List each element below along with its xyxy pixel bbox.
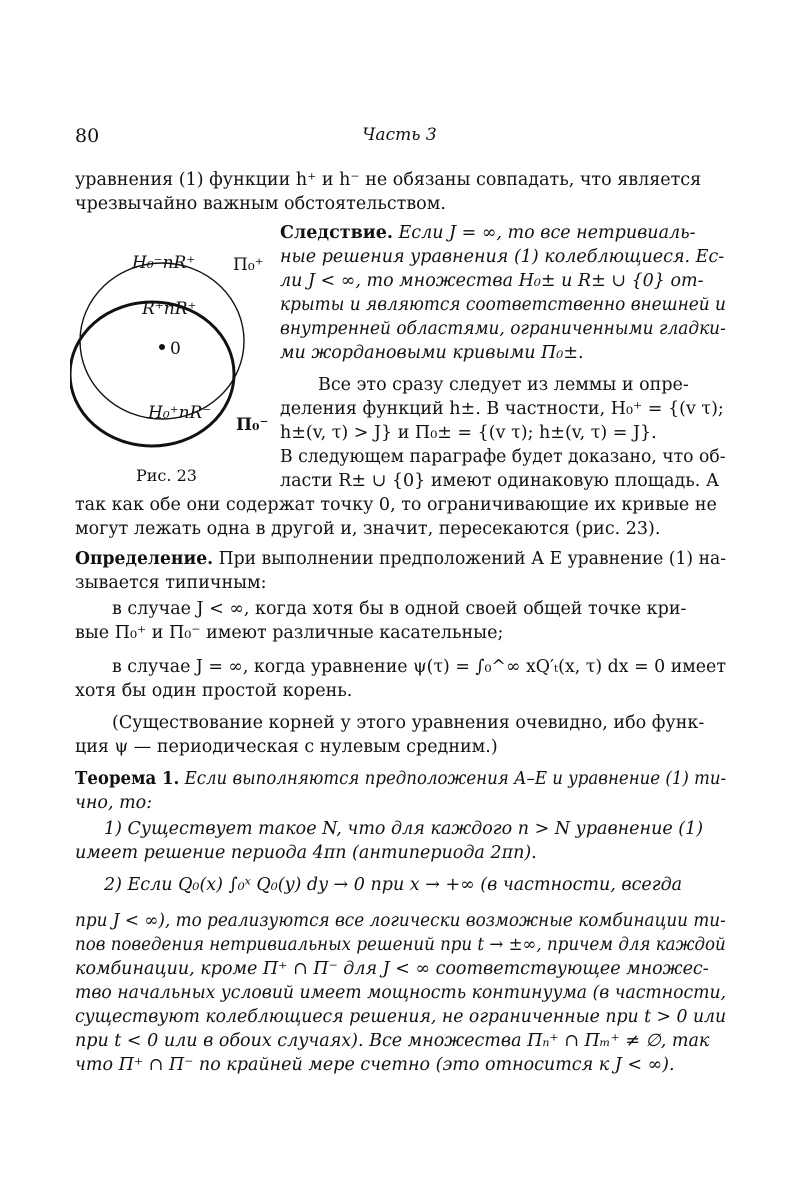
text-line: могут лежать одна в другой и, значит, пересекаются (рис. 23). bbox=[75, 519, 661, 539]
text-line: так как обе они содержат точку 0, то ограничивающие их кривые не bbox=[75, 495, 717, 515]
corollary-heading: Следствие. bbox=[280, 223, 393, 243]
text-line: при J < ∞), то реализуются все логически возможные комбинации ти- bbox=[75, 911, 726, 931]
text-line: уравнения (1) функции h⁺ и h⁻ не обязаны совпадать, что является bbox=[75, 170, 702, 190]
label-pi-plus: Π₀⁺ bbox=[233, 255, 264, 275]
theorem-text: Если выполняются предположения А–Е и уравнение (1) ти- bbox=[179, 769, 727, 789]
text-line: в случае J = ∞, когда уравнение ψ(τ) = ∫₀^∞ xQ′ₜ(x, τ) dx = 0 имеет bbox=[112, 657, 726, 677]
definition-text: При выполнении предположений А Е уравнение (1) на- bbox=[213, 549, 727, 569]
text-line: имеет решение периода 4πn (антипериода 2πn). bbox=[75, 843, 537, 863]
corollary-text: Если J = ∞, то все нетривиаль- bbox=[392, 223, 696, 243]
text-line: (Существование корней у этого уравнения очевидно, ибо функ- bbox=[112, 713, 705, 733]
text-line: внутренней областями, ограниченными гладки- bbox=[280, 319, 726, 339]
text-line: Все это сразу следует из леммы и опре- bbox=[318, 375, 689, 395]
origin-point bbox=[159, 344, 165, 350]
text-line: ласти R± ∪ {0} имеют одинаковую площадь. А bbox=[280, 471, 720, 491]
text-line: пов поведения нетривиальных решений при t → ±∞, причем для каждой bbox=[75, 935, 726, 955]
page-number: 80 bbox=[75, 125, 100, 147]
theorem-heading: Теорема 1. bbox=[75, 769, 180, 789]
text-line: чно, то: bbox=[75, 793, 153, 813]
text-line: в случае J < ∞, когда хотя бы в одной своей общей точке кри- bbox=[112, 599, 687, 619]
text-line: ция ψ — периодическая с нулевым средним.) bbox=[75, 737, 498, 757]
text-line: чрезвычайно важным обстоятельством. bbox=[75, 194, 446, 214]
text-line: 1) Существует такое N, что для каждого n > N уравнение (1) bbox=[104, 819, 704, 839]
corollary-line bbox=[280, 222, 696, 244]
text-line: деления функций h±. В частности, H₀⁺ = {(v τ); bbox=[280, 399, 724, 419]
text-line: хотя бы один простой корень. bbox=[75, 681, 353, 701]
text-line: h±(v, τ) > J} и Π₀± = {(v τ); h±(v, τ) = J}. bbox=[280, 423, 657, 443]
text-line: ли J < ∞, то множества H₀± и R± ∪ {0} от- bbox=[280, 271, 704, 291]
text-line: тво начальных условий имеет мощность континуума (в частности, bbox=[75, 983, 727, 1003]
label-h0-minus: H₀⁻nR⁺ bbox=[132, 253, 196, 273]
text-line: зывается типичным: bbox=[75, 573, 267, 593]
label-pi-minus: Π₀⁻ bbox=[236, 415, 269, 435]
text-line: существуют колеблющиеся решения, не ограниченные при t > 0 или bbox=[75, 1007, 727, 1027]
running-header: Часть 3 bbox=[362, 125, 437, 145]
text-line: ные решения уравнения (1) колеблющиеся. Ес- bbox=[280, 247, 725, 267]
definition-heading: Определение. bbox=[75, 549, 214, 569]
figure-23 bbox=[70, 236, 270, 456]
text-line: крыты и являются соответственно внешней и bbox=[280, 295, 726, 315]
theorem-line bbox=[75, 768, 726, 790]
text-line: вые Π₀⁺ и Π₀⁻ имеют различные касательные; bbox=[75, 623, 504, 643]
text-line: 2) Если Q₀(x) ∫₀ˣ Q₀(y) dy → 0 при x → +∞ (в частности, всегда bbox=[104, 875, 683, 895]
text-line: В следующем параграфе будет доказано, что об- bbox=[280, 447, 726, 467]
label-r-plus: R⁺nR⁺ bbox=[142, 299, 197, 319]
text-line: при t < 0 или в обоих случаях). Все множества Πₙ⁺ ∩ Πₘ⁺ ≠ ∅, так bbox=[75, 1031, 710, 1051]
text-line: комбинации, кроме Π⁺ ∩ Π⁻ для J < ∞ соответствующее множес- bbox=[75, 959, 709, 979]
venn-diagram bbox=[70, 236, 270, 456]
text-line: ми жордановыми кривыми Π₀±. bbox=[280, 343, 584, 363]
curve-pi-minus bbox=[70, 302, 234, 446]
label-zero: 0 bbox=[170, 339, 181, 359]
text-line: что Π⁺ ∩ Π⁻ по крайней мере счетно (это относится к J < ∞). bbox=[75, 1055, 675, 1075]
curve-pi-plus bbox=[80, 263, 244, 419]
figure-caption: Рис. 23 bbox=[136, 466, 197, 485]
label-h0-plus: H₀⁺nR⁻ bbox=[148, 403, 212, 423]
definition-line bbox=[75, 548, 726, 570]
